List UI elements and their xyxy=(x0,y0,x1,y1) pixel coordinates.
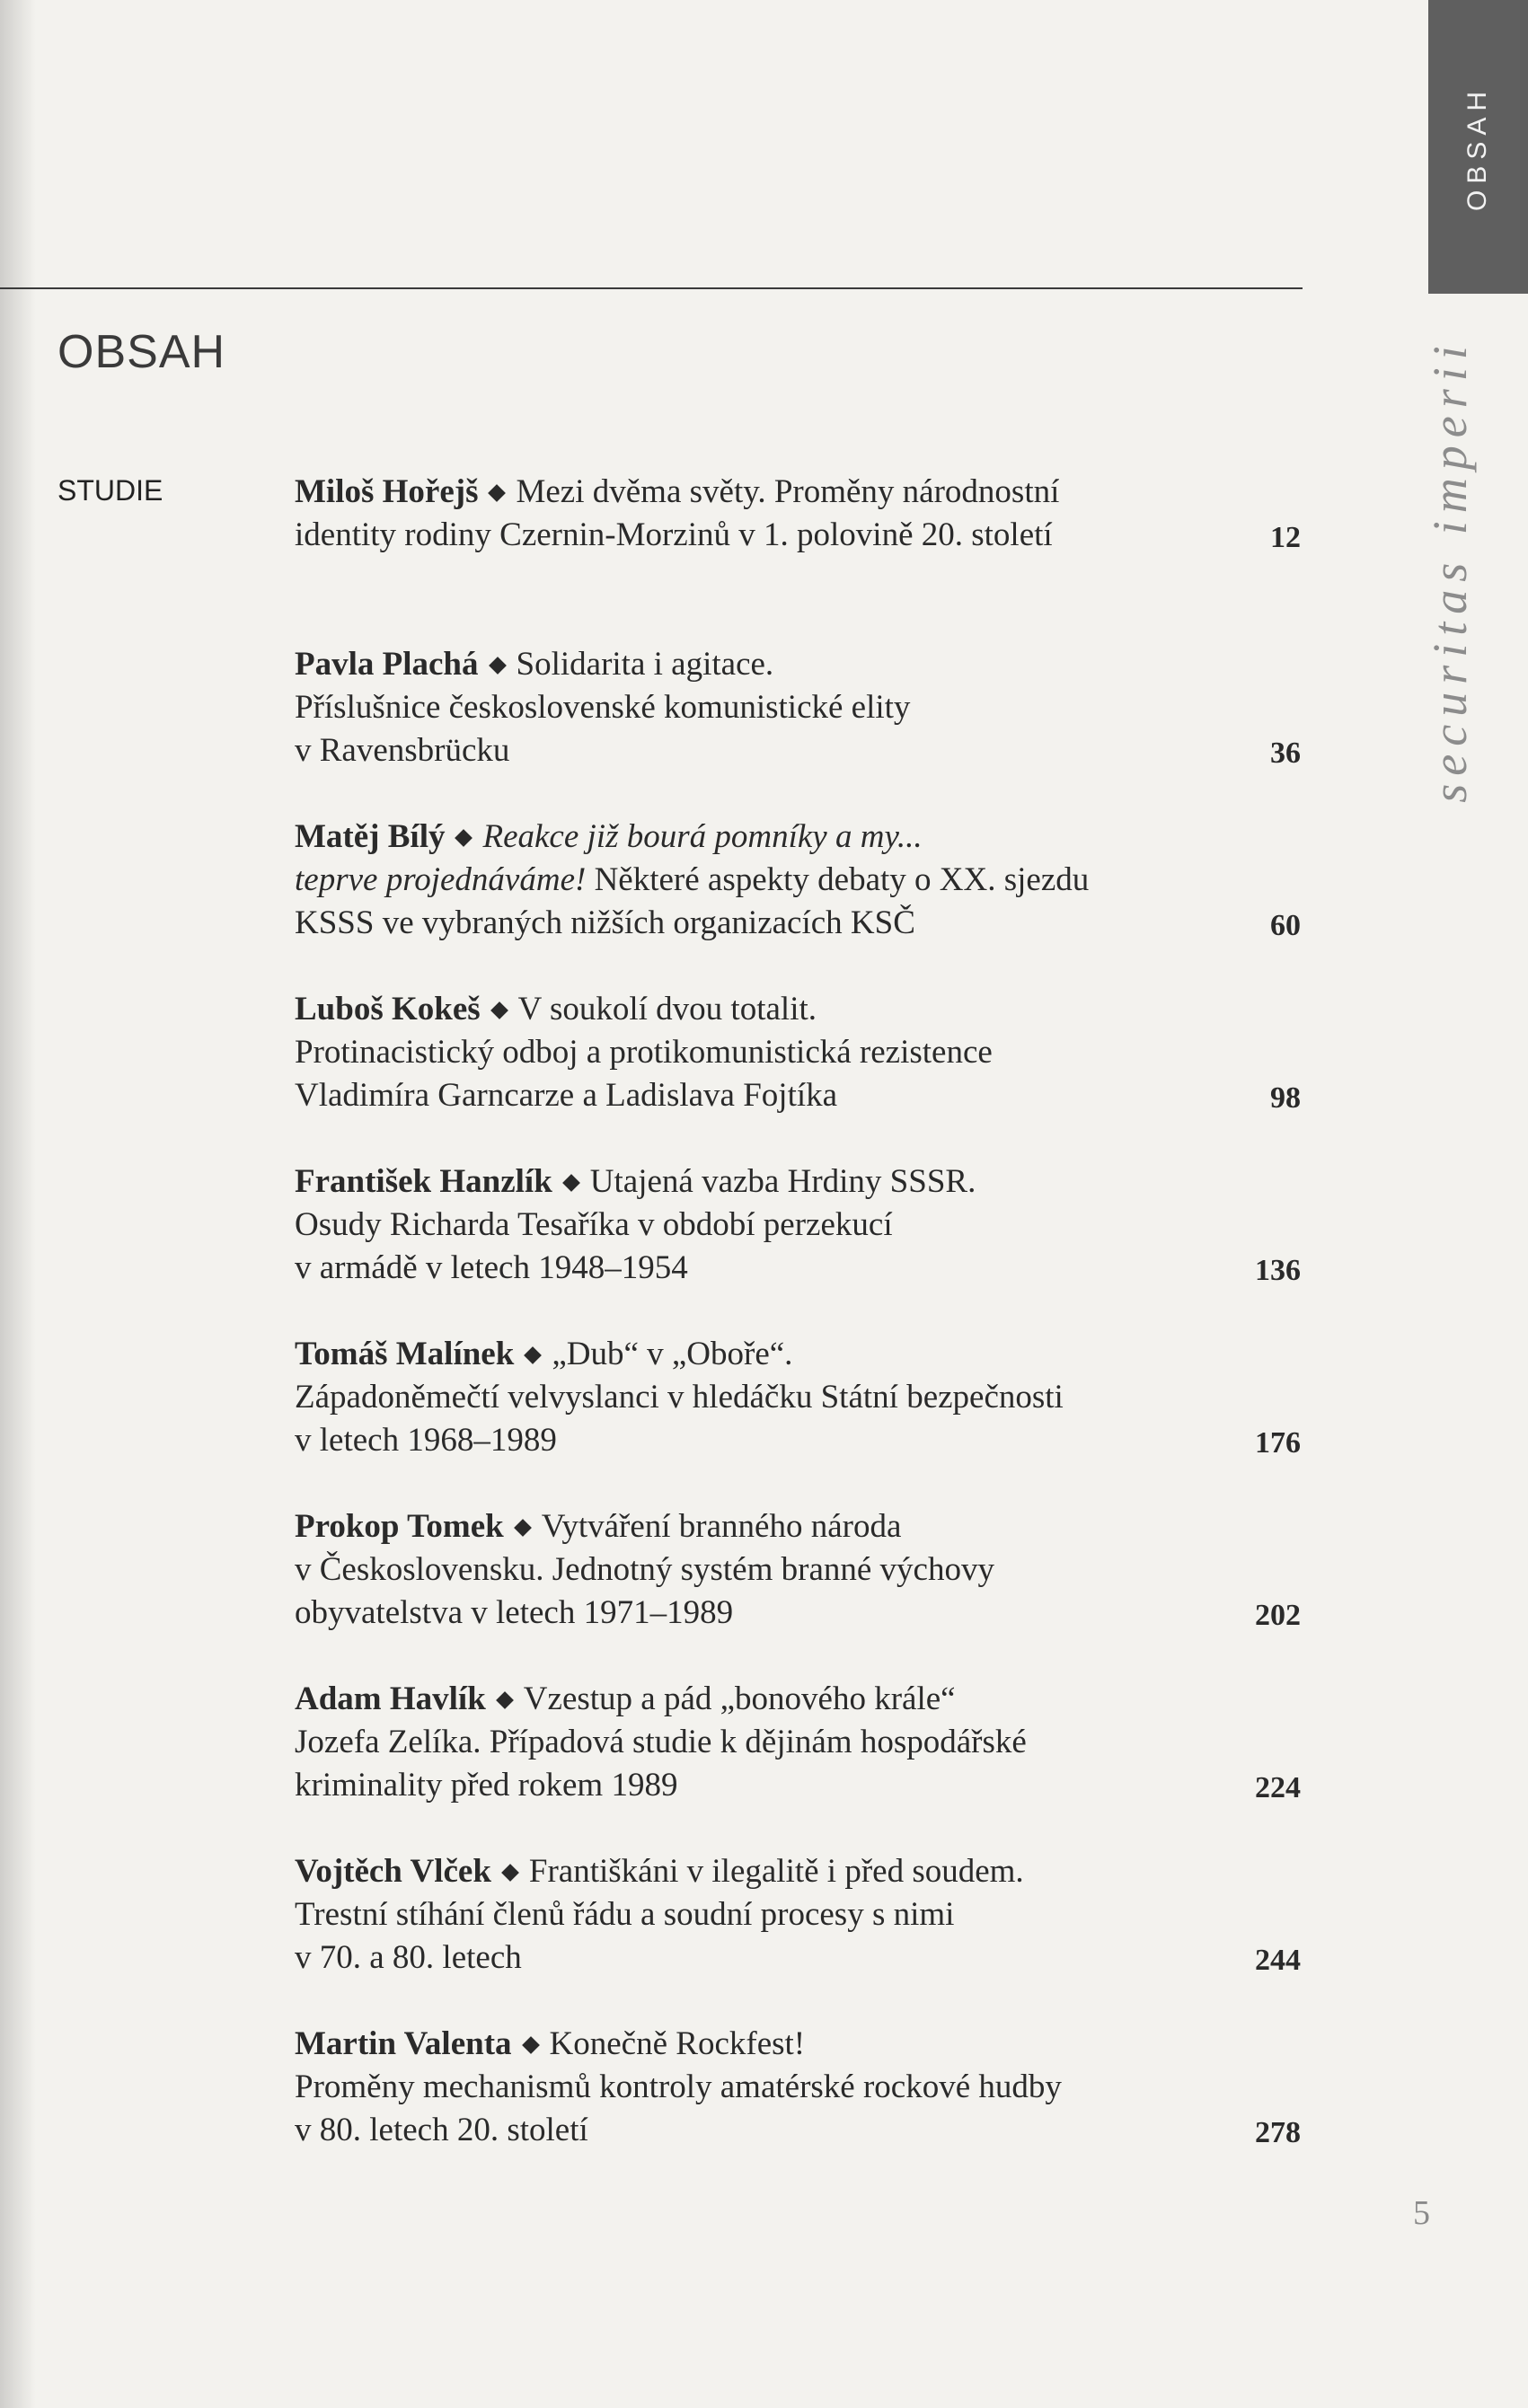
entry-page-number: 12 xyxy=(1270,521,1301,554)
diamond-icon xyxy=(489,657,507,675)
entry-title-line: V soukolí dvou totalit. xyxy=(517,991,817,1028)
entry-page-number: 176 xyxy=(1255,1426,1301,1460)
entry-title-line: Vzestup a pád „bonového krále“ xyxy=(523,1680,956,1717)
diamond-icon xyxy=(514,1519,532,1537)
diamond-icon xyxy=(490,1001,508,1019)
diamond-icon xyxy=(501,1864,519,1882)
toc-entry-text xyxy=(295,1850,1202,1980)
entry-title-line: Trestní stíhání členů řádu a soudní procesy s nimi xyxy=(295,1896,955,1933)
diamond-icon xyxy=(524,1346,542,1364)
toc-entry xyxy=(295,1160,1301,1333)
toc-entry-text xyxy=(295,1333,1202,1462)
entry-title-line: „Dub“ v „Oboře“. xyxy=(552,1336,793,1372)
journal-motto: securitas imperii xyxy=(1423,338,1477,803)
toc-entry-text xyxy=(295,1678,1202,1807)
entry-page-number: 278 xyxy=(1255,2116,1301,2149)
toc-entry xyxy=(295,643,1301,816)
entry-title-line: v Ravensbrücku xyxy=(295,732,510,769)
entry-title-line: Západoněmečtí velvyslanci v hledáčku Státní bezpečnosti xyxy=(295,1379,1064,1416)
side-tab-label: OBSAH xyxy=(1462,84,1492,212)
entry-page-number: 98 xyxy=(1270,1081,1301,1115)
toc-entry-text xyxy=(295,1505,1202,1635)
page-folio: 5 xyxy=(1413,2194,1430,2232)
entry-page-number: 244 xyxy=(1255,1944,1301,1977)
toc-entry xyxy=(295,471,1301,643)
entry-author: Tomáš Malínek xyxy=(295,1336,515,1372)
section-label: STUDIE xyxy=(57,474,163,507)
entry-title-italic: Reakce již bourá pomníky a my... xyxy=(482,818,923,855)
toc-entry xyxy=(295,1333,1301,1505)
entry-title-line: obyvatelstva v letech 1971–1989 xyxy=(295,1594,734,1631)
entry-title-line: Vladimíra Garncarze a Ladislava Fojtíka xyxy=(295,1077,838,1114)
entry-title-line: Mezi dvěma světy. Proměny národnostní xyxy=(516,473,1060,510)
entry-page-number: 60 xyxy=(1270,909,1301,942)
toc-entry-text xyxy=(295,1160,1202,1290)
toc-entry-text xyxy=(295,2023,1202,2152)
entry-title-line: kriminality před rokem 1989 xyxy=(295,1767,678,1804)
entry-title-line: v 70. a 80. letech xyxy=(295,1939,522,1976)
entry-title-line: Františkáni v ilegalitě i před soudem. xyxy=(528,1853,1024,1890)
toc-entry-text xyxy=(295,816,1202,945)
toc-list xyxy=(295,471,1301,2195)
entry-title-line: Solidarita i agitace. xyxy=(516,646,774,683)
entry-title-line: identity rodiny Czernin-Morzinů v 1. polovině 20. století xyxy=(295,516,1053,553)
entry-author: Prokop Tomek xyxy=(295,1508,504,1545)
entry-author: František Hanzlík xyxy=(295,1163,552,1200)
diamond-icon xyxy=(455,829,473,847)
entry-title-italic: teprve projednáváme! xyxy=(295,861,587,898)
entry-author: Miloš Hořejš xyxy=(295,473,479,510)
entry-title-line: v 80. letech 20. století xyxy=(295,2112,588,2148)
toc-entry-text xyxy=(295,471,1202,557)
entry-title-line: KSSS ve vybraných nižších organizacích KSČ xyxy=(295,904,915,941)
entry-title-line: Utajená vazba Hrdiny SSSR. xyxy=(589,1163,976,1200)
page-title: OBSAH xyxy=(57,326,226,378)
entry-author: Pavla Plachá xyxy=(295,646,479,683)
entry-author: Luboš Kokeš xyxy=(295,991,481,1028)
entry-title-line: Příslušnice československé komunistické elity xyxy=(295,689,911,726)
entry-author: Matěj Bílý xyxy=(295,818,446,855)
toc-entry xyxy=(295,2023,1301,2195)
page-shadow xyxy=(0,0,36,2408)
toc-entry xyxy=(295,1505,1301,1678)
diamond-icon xyxy=(496,1691,514,1709)
toc-entry xyxy=(295,988,1301,1160)
entry-page-number: 36 xyxy=(1270,737,1301,770)
toc-entry-text xyxy=(295,643,1202,772)
diamond-icon xyxy=(489,484,507,502)
entry-page-number: 136 xyxy=(1255,1254,1301,1287)
entry-title-line: Některé aspekty debaty o XX. sjezdu xyxy=(594,861,1090,898)
entry-title-line: v letech 1968–1989 xyxy=(295,1422,557,1459)
entry-page-number: 224 xyxy=(1255,1771,1301,1804)
entry-author: Martin Valenta xyxy=(295,2025,512,2062)
entry-title-line: Osudy Richarda Tesaříka v období perzekucí xyxy=(295,1206,893,1243)
entry-page-number: 202 xyxy=(1255,1599,1301,1632)
header-rule xyxy=(0,287,1303,289)
entry-title-line: Jozefa Zelíka. Případová studie k dějinám hospodářské xyxy=(295,1724,1027,1760)
diamond-icon xyxy=(522,2036,540,2054)
entry-title-line: Konečně Rockfest! xyxy=(549,2025,806,2062)
toc-entry xyxy=(295,1850,1301,2023)
toc-entry-text xyxy=(295,988,1202,1117)
toc-entry xyxy=(295,816,1301,988)
entry-author: Adam Havlík xyxy=(295,1680,486,1717)
entry-title-line: v Československu. Jednotný systém branné výchovy xyxy=(295,1551,994,1588)
entry-title-line: Vytváření branného národa xyxy=(541,1508,902,1545)
entry-author: Vojtěch Vlček xyxy=(295,1853,491,1890)
entry-title-line: v armádě v letech 1948–1954 xyxy=(295,1249,688,1286)
entry-title-line: Proměny mechanismů kontroly amatérské rockové hudby xyxy=(295,2068,1062,2105)
toc-entry xyxy=(295,1678,1301,1850)
diamond-icon xyxy=(562,1174,580,1192)
entry-title-line: Protinacistický odboj a protikomunistická rezistence xyxy=(295,1034,993,1071)
